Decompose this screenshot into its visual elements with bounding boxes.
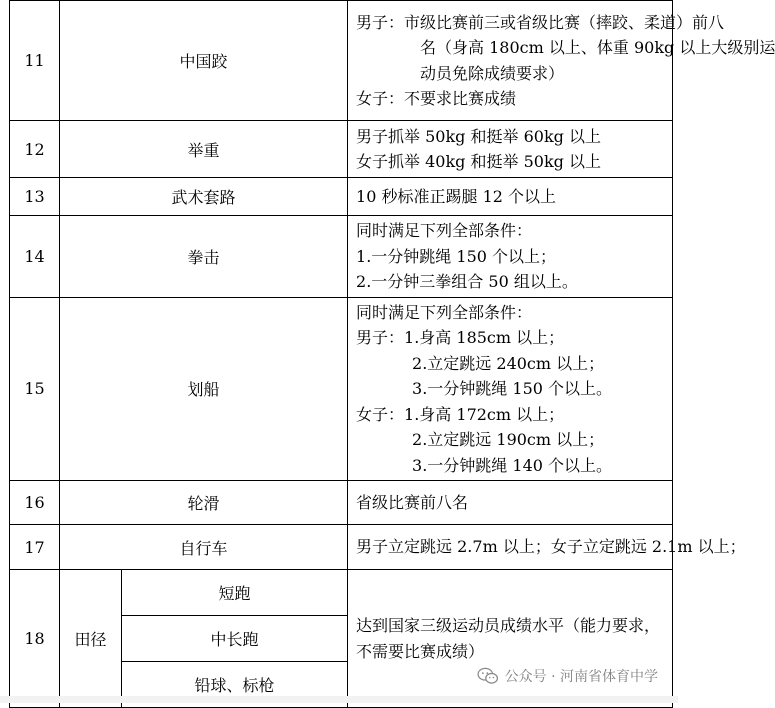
sub-event: 中长跑 <box>122 616 348 662</box>
table-row <box>10 570 673 616</box>
table-row <box>10 297 673 481</box>
requirement-line: 同时满足下列全部条件： <box>356 302 533 322</box>
requirement-line: 省级比赛前八名 <box>356 492 469 512</box>
watermark <box>475 666 660 686</box>
sport-name: 拳击 <box>60 216 348 298</box>
row-number: 18 <box>10 570 60 708</box>
requirement-line: 男子：市级比赛前三或省级比赛（摔跤、柔道）前八 <box>356 12 725 32</box>
requirement-cell <box>348 216 673 298</box>
sport-name: 武术套路 <box>60 178 348 216</box>
row-number: 16 <box>10 481 60 525</box>
sport-name: 中国跤 <box>60 1 348 121</box>
sport-name: 举重 <box>60 121 348 178</box>
row-number: 17 <box>10 525 60 570</box>
row-number: 15 <box>10 297 60 481</box>
requirement-line: 女子抓举 40kg 和挺举 50kg 以上 <box>356 152 601 171</box>
sport-name: 自行车 <box>60 525 348 570</box>
table-row <box>10 525 673 570</box>
sport-name: 划船 <box>60 297 348 481</box>
requirement-line: 2.立定跳远 190cm 以上； <box>412 430 605 449</box>
requirement-cell <box>348 297 673 481</box>
sub-event: 短跑 <box>122 570 348 616</box>
requirement-cell: 达到国家三级运动员成绩水平（能力要求，不需要比赛成绩） <box>348 570 673 708</box>
requirement-line: 女子：不要求比赛成绩 <box>356 89 517 108</box>
table-row <box>10 121 673 178</box>
row-number: 14 <box>10 216 60 298</box>
row-number: 13 <box>10 178 60 216</box>
sport-name: 田径 <box>60 570 122 708</box>
sport-name: 轮滑 <box>60 481 348 525</box>
requirement-line: 3.一分钟跳绳 150 个以上。 <box>412 379 613 398</box>
requirement-line: 男子抓举 50kg 和挺举 60kg 以上 <box>356 126 601 146</box>
requirement-line: 2.立定跳远 240cm 以上； <box>412 353 605 373</box>
requirement-line: 男子立定跳远 2.7m 以上；女子立定跳远 2.1m 以上； <box>356 537 746 557</box>
requirements-table <box>9 0 775 708</box>
row-number: 12 <box>10 121 60 178</box>
requirement-line: 同时满足下列全部条件： <box>356 221 533 240</box>
requirement-line: 1.一分钟跳绳 150 个以上； <box>356 246 557 266</box>
requirement-cell <box>348 525 746 570</box>
wechat-icon <box>477 667 499 685</box>
requirement-cell <box>348 121 673 178</box>
requirement-line: 女子：1.身高 172cm 以上； <box>356 404 565 424</box>
watermark-text: 公众号 · 河南省体育中学 <box>504 669 658 685</box>
footer-bar <box>0 696 678 703</box>
table-row <box>10 178 673 216</box>
requirement-cell <box>348 1 775 121</box>
sub-event: 铅球、标枪 <box>122 662 348 708</box>
table-row <box>10 1 673 121</box>
requirement-cell <box>348 178 673 216</box>
row-number: 11 <box>10 1 60 121</box>
requirement-line: 10 秒标准正踢腿 12 个以上 <box>356 186 557 206</box>
requirement-line: 3.一分钟跳绳 140 个以上。 <box>412 455 613 475</box>
table-row <box>10 481 673 525</box>
requirement-cell <box>348 481 673 525</box>
table-row <box>10 216 673 298</box>
requirement-line: 2.一分钟三拳组合 50 组以上。 <box>356 272 578 291</box>
requirement-line: 男子：1.身高 185cm 以上； <box>356 328 565 347</box>
requirement-line: 动员免除成绩要求） <box>420 63 565 83</box>
requirement-line: 名（身高 180cm 以上、体重 90kg 以上大级别运 <box>420 38 775 57</box>
